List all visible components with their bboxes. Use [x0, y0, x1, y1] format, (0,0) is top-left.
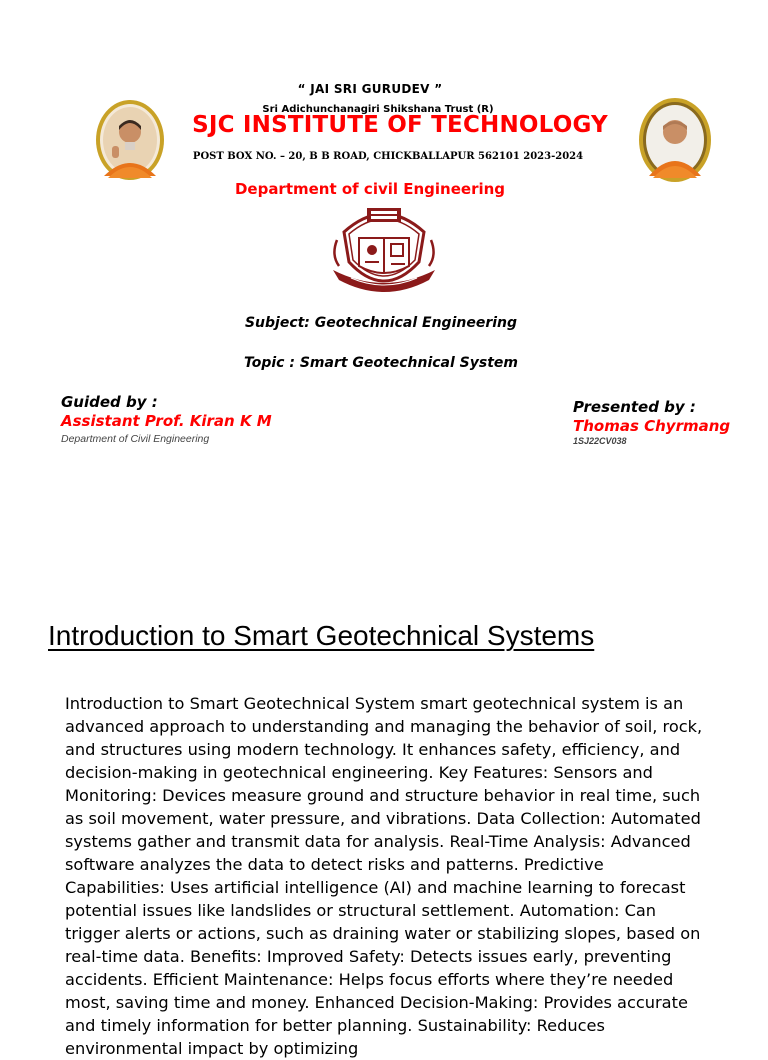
department-name: Department of civil Engineering — [234, 180, 506, 198]
institute-title: SJC INSTITUTE OF TECHNOLOGY — [192, 112, 608, 138]
portrait-right-image — [637, 96, 713, 184]
topic-line: Topic : Smart Geotechnical System — [244, 355, 518, 371]
institute-address: POST BOX NO. – 20, B B ROAD, CHICKBALLAPUR 562101 2023-2024 — [192, 151, 584, 162]
section-body-text: Introduction to Smart Geotechnical System smart geotechnical system is an advanced approach to understanding and managing the behavior of soil, rock, and structures using modern technology. It enhances safety, efficiency, and decision-making in geotechnical engineering. Key Features: Sensors and Monitoring: Devices measure ground and structure behavior in real time, such as soil movement, water pressure, and vibrations. Data Collection: Automated systems gather and transmit data for analysis. Real-Time Analysis: Advanced software analyzes the data to detect risks and patterns. Predictive Capabilities: Uses artificial intelligence (AI) and machine learning to forecast potential issues like landslides or structural settlement. Automation: Can trigger alerts or actions, such as draining water or stabilizing slopes, based on real-time data. Benefits: Improved Safety: Detects issues early, preventing accidents. Efficient Maintenance: Helps focus efforts where they’re needed most, saving time and money. Enhanced Decision-Making: Provides accurate and timely information for better planning. Sustainability: Reduces environmental impact by optimizing — [65, 694, 703, 1058]
presenter-usn: 1SJ22CV038 — [573, 436, 627, 446]
guide-department: Department of Civil Engineering — [61, 433, 210, 445]
guided-by-label: Guided by : — [61, 393, 158, 411]
college-emblem-image — [329, 200, 439, 296]
guide-name: Assistant Prof. Kiran K M — [61, 412, 272, 430]
presented-by-label: Presented by : — [573, 398, 696, 416]
presenter-name: Thomas Chyrmang — [573, 417, 731, 435]
portrait-left-image — [94, 98, 166, 182]
section-heading: Introduction to Smart Geotechnical Systems — [48, 620, 595, 651]
subject-line: Subject: Geotechnical Engineering — [244, 315, 518, 331]
trust-name: Sri Adichunchanagiri Shikshana Trust (R) — [262, 104, 494, 115]
motto-line: “ JAI SRI GURUDEV ” — [297, 82, 443, 96]
